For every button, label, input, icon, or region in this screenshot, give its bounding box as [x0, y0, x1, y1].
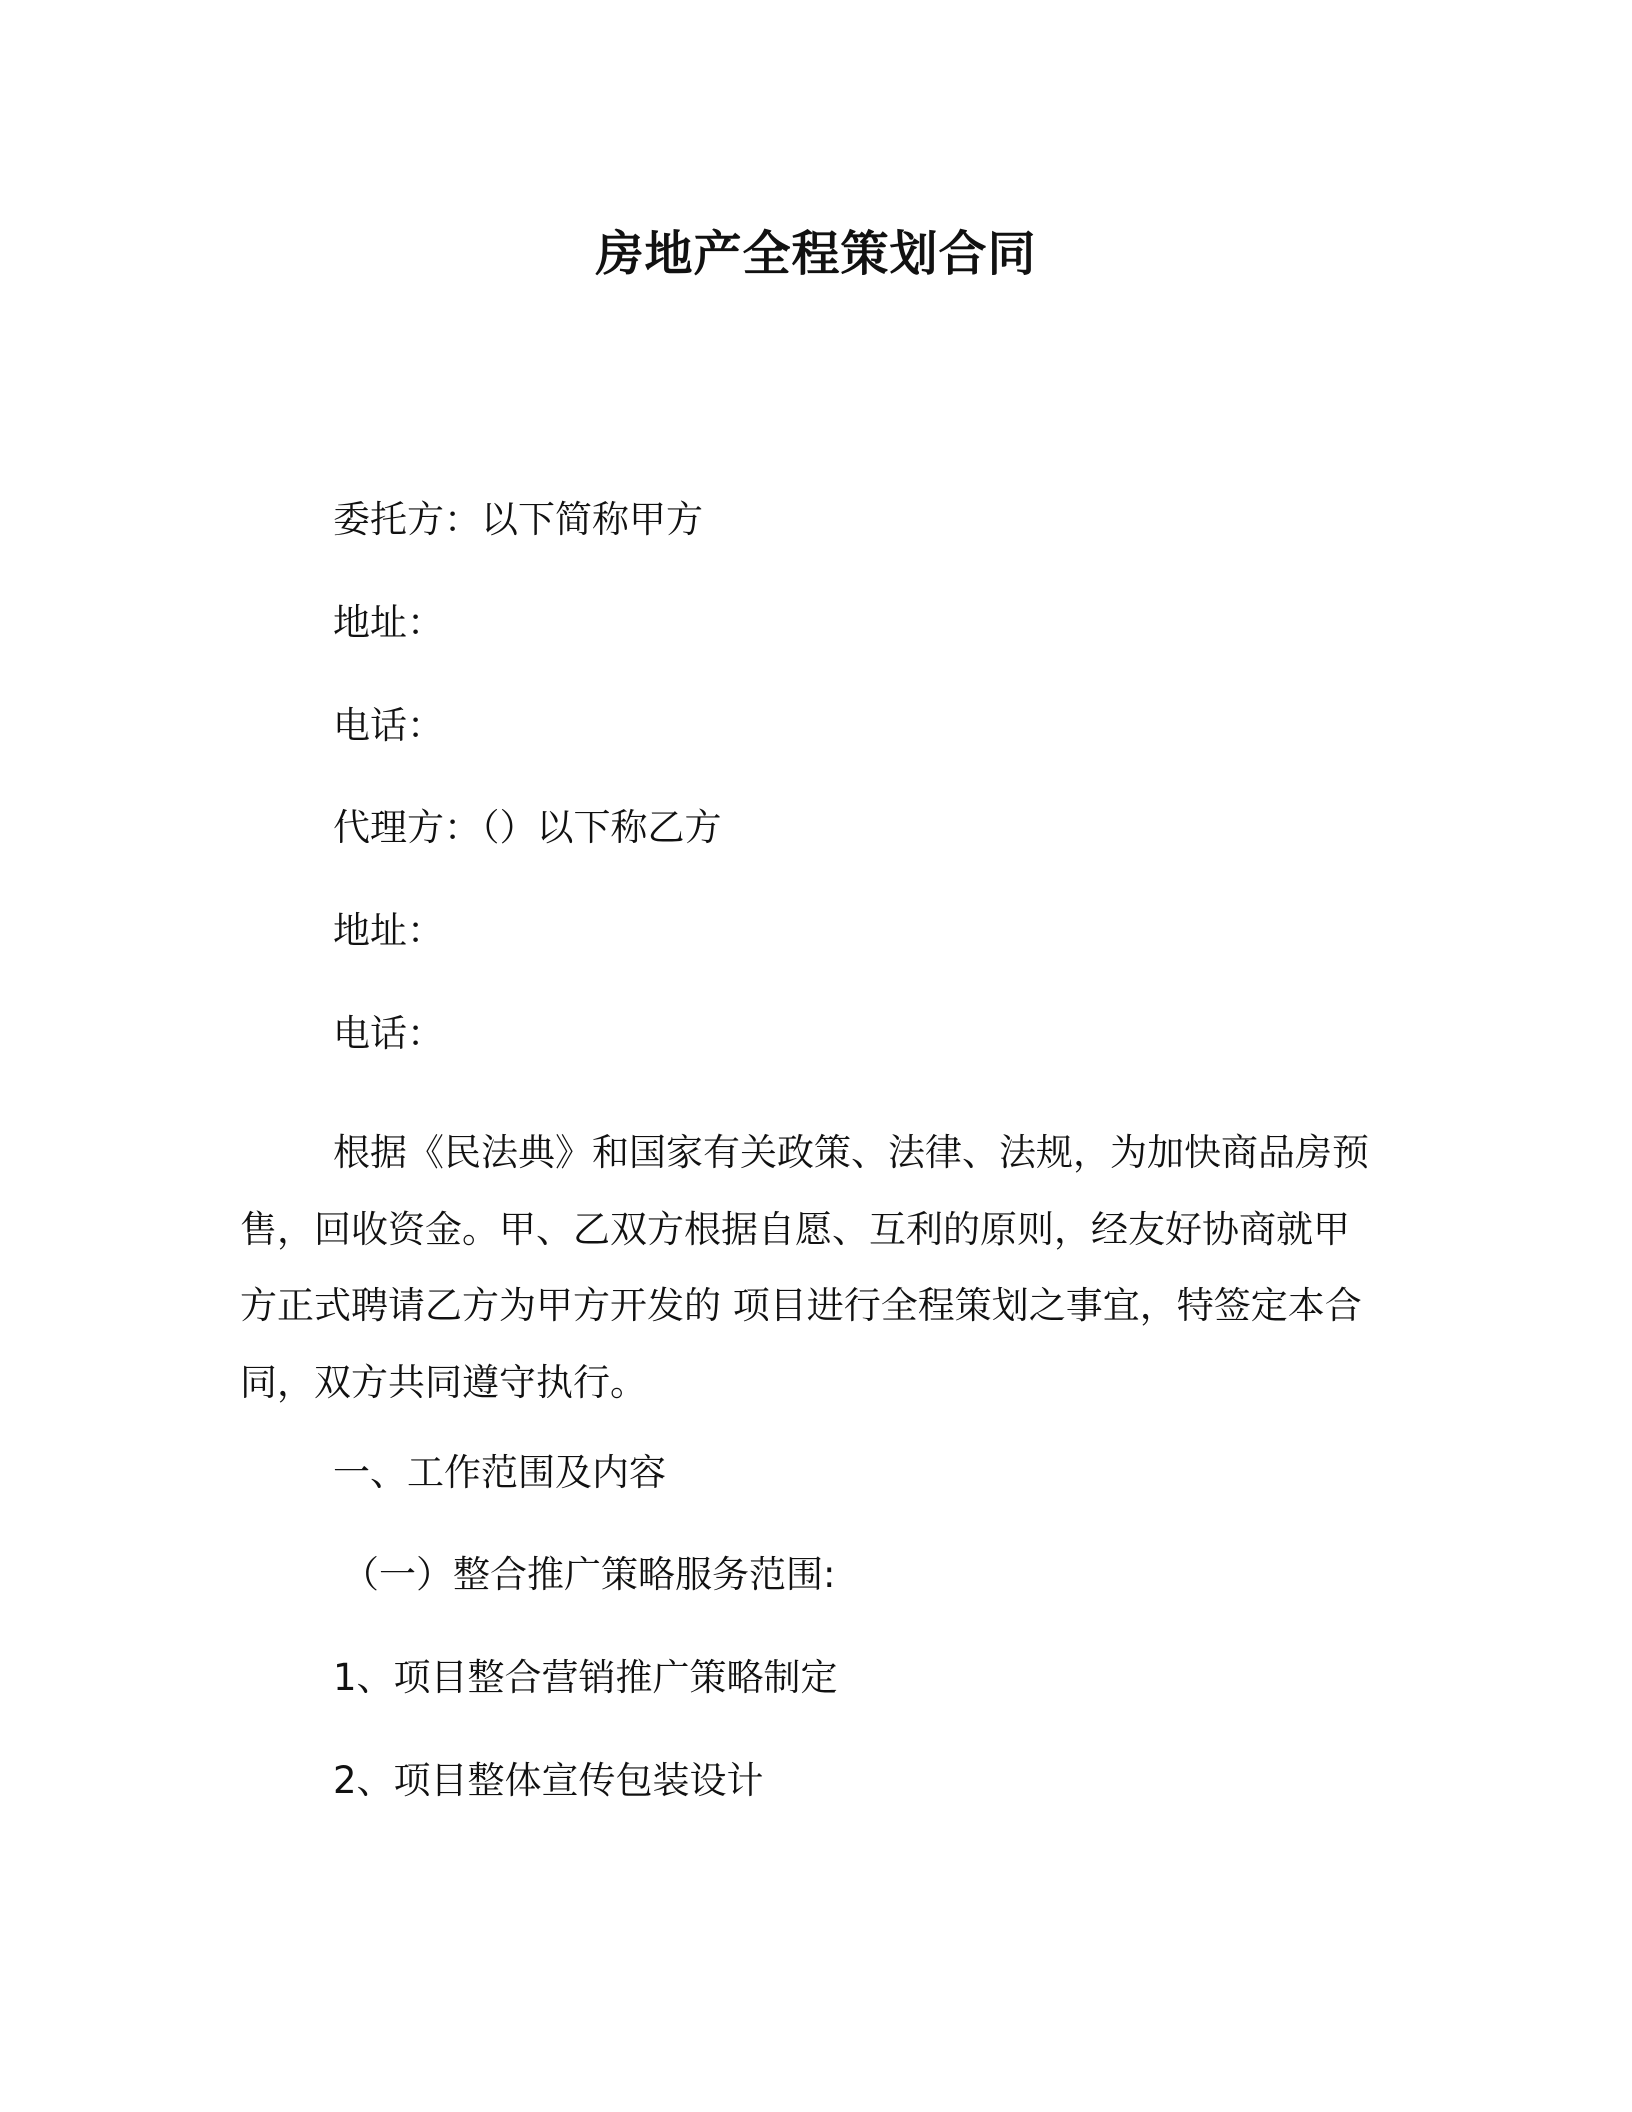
- party-b-address: 地址：: [333, 909, 444, 952]
- list-item: 1、项目整合营销推广策略制定: [333, 1656, 838, 1699]
- party-a-phone: 电话：: [333, 704, 444, 747]
- list-item: 2、项目整体宣传包装设计: [333, 1759, 764, 1802]
- section-1-heading: 一、工作范围及内容: [333, 1451, 666, 1494]
- preamble-paragraph: 根据《民法典》和国家有关政策、法律、法规，为加快商品房预售，回收资金。甲、乙双方根据自愿、互利的原则，经友好协商就甲方正式聘请乙方为甲方开发的 项目进行全程策划之事宜，特签定本合同，双方共同遵守执行。: [240, 1131, 1369, 1404]
- document-title: 房地产全程策划合同: [595, 226, 1037, 282]
- party-b-phone: 电话：: [333, 1012, 444, 1055]
- party-a-label: 委托方：以下简称甲方: [333, 498, 703, 541]
- party-b-label: 代理方：（）以下称乙方: [333, 806, 722, 849]
- subsection-1-heading: （一）整合推广策略服务范围:: [342, 1553, 836, 1596]
- party-a-address: 地址：: [333, 601, 444, 644]
